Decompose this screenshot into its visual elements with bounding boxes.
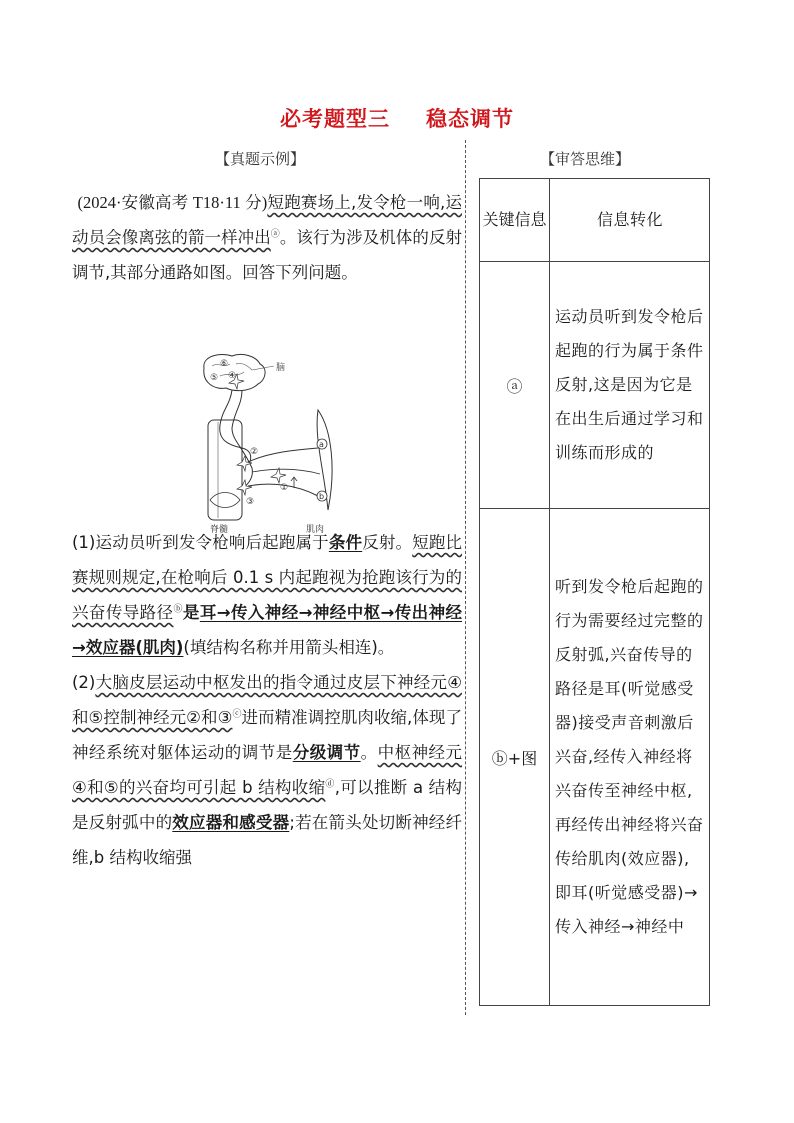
question-source: (2024·安徽高考 T18·11 分) bbox=[77, 193, 268, 212]
sub-question-1: (1)运动员听到发令枪响后起跑属于条件反射。短跑比赛规则规定,在枪响后 0.1 s 内起跑视为抢跑该行为的兴奋传导路径ⓑ是耳→传入神经→神经中枢→传出神经→效应器(肌肉)(填结构名称并用箭头相连)。 bbox=[72, 533, 463, 657]
sub-questions bbox=[72, 525, 462, 875]
answer-hierarchical: 分级调节 bbox=[292, 743, 361, 762]
answer-condition: 条件 bbox=[328, 533, 363, 552]
label-2: ② bbox=[250, 447, 259, 457]
brain-label: 脑 bbox=[276, 363, 286, 373]
label-1: ① bbox=[280, 483, 289, 493]
row-key: ⓐ bbox=[480, 262, 550, 509]
label-6: ⑥ bbox=[220, 359, 229, 369]
mark-a: ⓐ bbox=[270, 229, 280, 240]
analysis-table bbox=[479, 178, 710, 1006]
reflex-diagram bbox=[190, 350, 340, 535]
page-title bbox=[0, 103, 794, 133]
muscle-label: 肌肉 bbox=[306, 525, 325, 535]
answer-pathway: 耳→传入神经→神经中枢→传出神经→效应器(肌肉) bbox=[72, 603, 462, 657]
sub-question-2: (2)大脑皮层运动中枢发出的指令通过皮层下神经元④和⑤控制神经元②和③ⓒ进而精准调控肌肉收缩,体现了神经系统对躯体运动的调节是分级调节。中枢神经元④和⑤的兴奋均可引起 b 结构收缩ⓓ,可以推断 a 结构是反射弧中的效应器和感受器;若在箭头处切断神经纤维,b 结构收缩强 bbox=[72, 673, 463, 867]
question-text: 。该行为涉及机体的反射调节,其部分通路如图。回答下列问题。 bbox=[72, 228, 463, 282]
label-5: ⑤ bbox=[210, 373, 219, 383]
row-key: ⓑ+图 bbox=[480, 509, 550, 1006]
row-text: 运动员听到发令枪后起跑的行为属于条件反射,这是因为它是在出生后通过学习和训练而形成的 bbox=[550, 262, 710, 509]
label-3: ③ bbox=[246, 497, 255, 507]
label-a: a bbox=[319, 440, 324, 449]
header-key-info: 关键信息 bbox=[480, 179, 550, 262]
table-row bbox=[480, 509, 710, 1006]
thinking-header: 【审答思维】 bbox=[540, 150, 631, 168]
label-b: b bbox=[319, 492, 325, 501]
highlight-a: 短跑赛场上,发令枪一响,运动员会像离弦的箭一样冲出 bbox=[72, 193, 462, 247]
header-conversion: 信息转化 bbox=[550, 179, 710, 262]
mark-c: ⓒ bbox=[232, 709, 242, 720]
spine-label: 脊髓 bbox=[210, 525, 229, 535]
title-left: 必考题型三 bbox=[280, 107, 390, 131]
column-divider bbox=[465, 140, 466, 1015]
example-header: 【真题示例】 bbox=[215, 150, 306, 168]
table-header-row bbox=[480, 179, 710, 262]
label-4: ④ bbox=[228, 371, 237, 381]
question-intro bbox=[72, 185, 462, 290]
table-row bbox=[480, 262, 710, 509]
title-right: 稳态调节 bbox=[426, 107, 514, 131]
answer-effector-receptor: 效应器和感受器 bbox=[172, 813, 290, 832]
row-text: 听到发令枪后起跑的行为需要经过完整的反射弧,兴奋传导的路径是耳(听觉感受器)接受声音刺激后兴奋,经传入神经将兴奋传至神经中枢,再经传出神经将兴奋传给肌肉(效应器),即耳(听觉感受器)→传入神经→神经中 bbox=[550, 509, 710, 1006]
mark-b: ⓑ bbox=[173, 604, 183, 615]
mark-d: ⓓ bbox=[325, 779, 335, 790]
